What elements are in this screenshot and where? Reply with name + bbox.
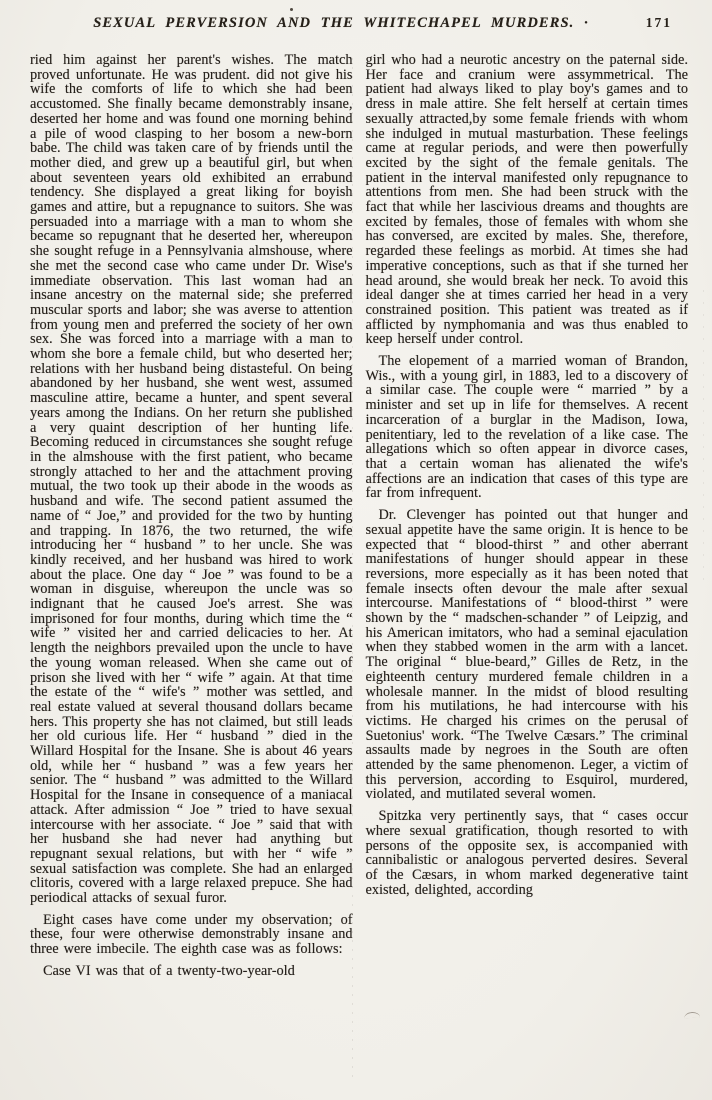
left-column (30, 53, 353, 979)
running-title: SEXUAL PERVERSION AND THE WHITECHAPEL MURDERS. · (93, 15, 589, 31)
page-number: 171 (645, 15, 672, 30)
scan-artifact-mark (684, 1011, 700, 1018)
paragraph: Eight cases have come under my observation; of these, four were otherwise demonstrably insane and three were imbecile. The eighth case was as follows: (30, 911, 353, 958)
paragraph: Case VI was that of a twenty-two-year-old (43, 962, 295, 979)
paragraph: Spitzka very pertinently says, that “ cases occur where sexual gratification, though resorted to with persons of the opposite sex, is accompanied with cannibalistic or analogous perverted desires. Several of the Cæsars, in whom marked degenerative taint existed, delighted, according (365, 808, 688, 898)
paragraph: girl who had a neurotic ancestry on the paternal side. Her face and cranium were assymmetrical. The patient had always liked to play boy's games and to dress in male attire. She felt herself at certain times sexually attracted,by some female friends with whom she indulged in mutual masturbation. These feelings came at regular periods, and were then powerfully excited by the sight of the female genitals. The patient in the interval manifested only repugnance to attentions from men. She had been struck with the fact that while her lascivious dreams and thoughts are excited by females, those of females with whom she has conversed, are excited by males. She, therefore, regarded these feelings as morbid. At times she had imperative conceptions, such as that if she turned her head around, she would break her neck. To avoid this ideal danger she at times carried her head in a very constrained position. This patient was treated as if afflicted by nymphomania and was thus enabled to keep herself under control. (365, 52, 688, 348)
running-head (0, 0, 712, 39)
page-body (0, 39, 712, 979)
right-column (366, 53, 689, 979)
paragraph: The elopement of a married woman of Brandon, Wis., with a young girl, in 1883, led to a discovery of a similar case. The couple were “ married ” by a minister and set up in life for themselves. A recent incarceration of a burglar in the Madison, Iowa, penitentiary, led to the revelation of a like case. The allegations which so often appear in divorce cases, that a certain woman has alienated the wife's affections are an indication that cases of this type are far from infrequent. (365, 353, 688, 502)
paragraph: ried him against her parent's wishes. The match proved unfortunate. He was prudent. did not give his wife the comforts of life to which she had been accustomed. She finally became demonstrably insane, deserted her home and was found one morning behind a pile of wood clasping to her bosom a new-born babe. The child was taken care of by friends until the mother died, and grew up a beautiful girl, but when about seventeen years old exhibited an errabund tendency. She displayed a great liking for boyish games and attire, but a repugnance to suitors. She was persuaded into a marriage with a man to whom she became so repugnant that he deserted her, whereupon she sought refuge in a Pennsylvania almshouse, where she met the second case who came under Dr. Wise's immediate observation. This last woman had an insane ancestry on the maternal side; she preferred muscular sports and labor; she was averse to attention from young men and preferred the society of her own sex. She was forced into a marriage with a man to whom she bore a female child, but who deserted her; relations with her husband being distasteful. On being abandoned by her husband, she went west, assumed masculine attire, became a hunter, and spent several years among the Indians. On her return she published a very quaint description of her hunting life. Becoming reduced in circumstances she sought refuge in the almshouse with the first patient, who became strongly attached to her and the attachment proving mutual, the two took up their abode in the woods as husband and wife. The second patient assumed the name of “ Joe,” and provided for the two by hunting and trapping. In 1876, the two returned, the wife introducing her “ husband ” to her uncle. She was kindly received, and her husband was hired to work about the place. One day “ Joe ” was found to be a woman in disguise, whereupon the uncle was so indignant that he caused Joe's arrest. She was imprisoned for four months, during which time the “ wife ” visited her and carried delicacies to her. At length the neighbors prevailed upon the uncle to have the young woman released. When she came out of prison she lived with her “ wife ” again. At that time the estate of the “ wife's ” mother was settled, and real estate valued at several thousand dollars became hers. This property she has not claimed, but still leads her old curious life. Her “ husband ” died in the Willard Hospital for the Insane. She is about 46 years old, while her “ husband ” was a few years her senior. The “ husband ” was admitted to the Willard Hospital for the Insane in consequence of a maniacal attack. After admission “ Joe ” tried to have sexual intercourse with her associate. “ Joe ” said that with her husband she had never had anything but repugnant sexual relations, but with her “ wife ” sexual satisfaction was complete. She had an enlarged clitoris, covered with a large relaxed prepuce. She had periodical attacks of sexual furor. (30, 52, 353, 907)
paragraph: Dr. Clevenger has pointed out that hunger and sexual appetite have the same origin. It is hence to be expected that “ blood-thirst ” and other aberrant manifestations of hunger should appear in these reversions, more especially as it has been noted that female insects often devour the male after sexual intercourse. Manifestations of “ blood-thirst ” were shown by the “ madschen-schander ” of Leipzig, and his American imitators, who had a seminal ejaculation when they stabbed women in the arm with a lancet. The original “ blue-beard,” Gilles de Retz, in the eighteenth century murdered female children in a wholesale manner. In the midst of blood resulting from his mutilations, he had intercourse with his victims. He charged his crimes on the perusal of Suetonius' work. “The Twelve Cæsars.” The criminal assaults made by negroes in the South are often attended by the same phenomenon. Leger, a victim of this perversion, according to Esquirol, murdered, violated, and mutilated several women. (365, 507, 688, 803)
